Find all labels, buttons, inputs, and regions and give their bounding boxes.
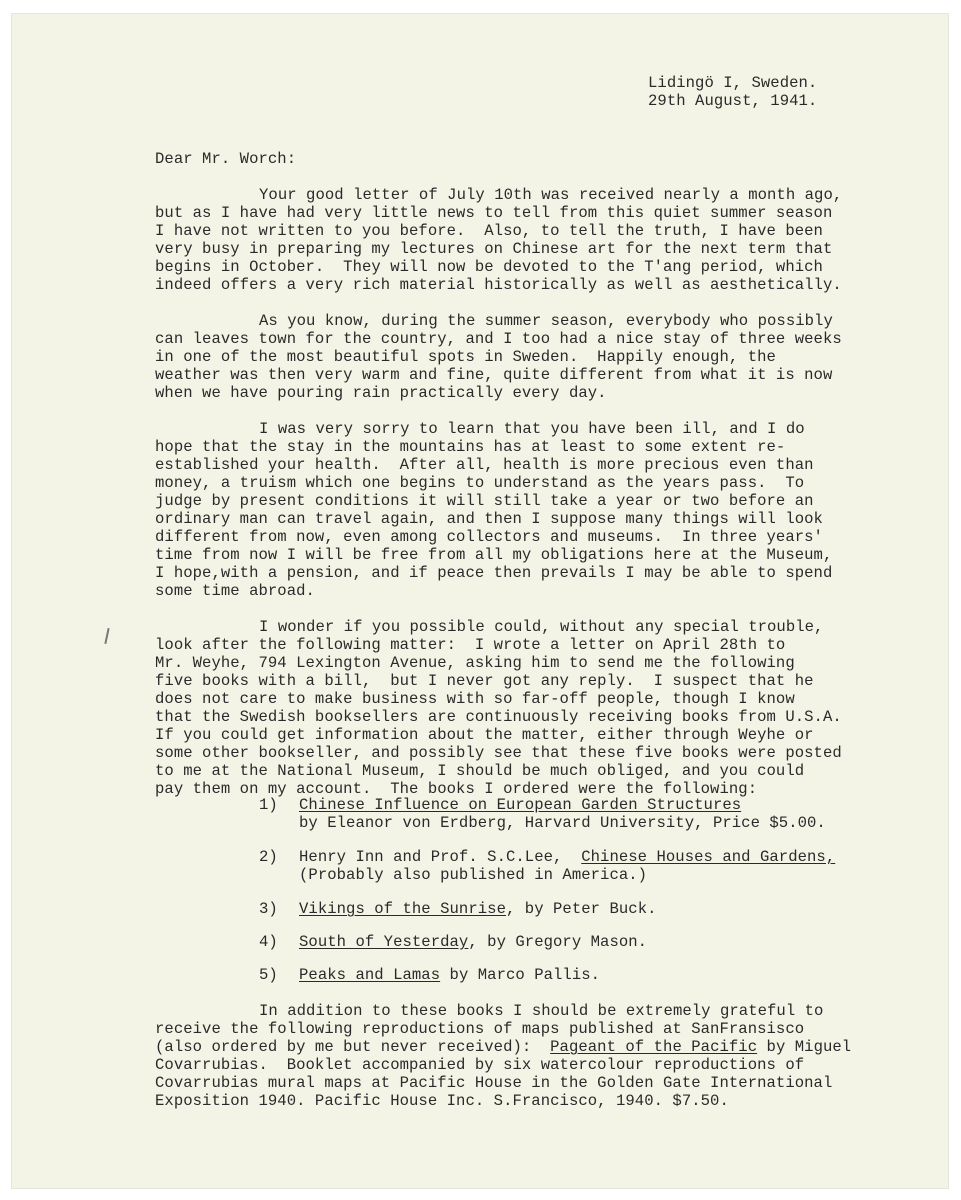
paragraph-line: I have not written to you before. Also, to tell the truth, I have been: [155, 222, 823, 240]
paragraph-line: pay them on my account. The books I ordered were the following:: [155, 780, 758, 798]
paragraph-line: ordinary man can travel again, and then I suppose many things will look: [155, 510, 823, 528]
book-number: 1): [259, 796, 278, 814]
book-detail: (Probably also published in America.): [299, 866, 648, 884]
paragraph-line: weather was then very warm and fine, quite different from what it is now: [155, 366, 833, 384]
book-title: Vikings of the Sunrise: [299, 900, 506, 918]
paragraph-line: judge by present conditions it will still take a year or two before an: [155, 492, 814, 510]
book-title: South of Yesterday: [299, 933, 469, 951]
book-entry: [299, 900, 657, 918]
paragraph-line: I hope,with a pension, and if peace then prevails I may be able to spend: [155, 564, 833, 582]
book-number: 5): [259, 966, 278, 984]
paragraph-line: five books with a bill, but I never got any reply. I suspect that he: [155, 672, 814, 690]
map-title: Pageant of the Pacific: [550, 1038, 758, 1056]
paragraph-line: can leaves town for the country, and I too had a nice stay of three weeks: [155, 330, 842, 348]
paragraph-line: receive the following reproductions of maps published at SanFransisco: [155, 1020, 805, 1038]
book-entry: [299, 933, 647, 951]
paragraph-line: does not care to make business with so far-off people, though I know: [155, 690, 795, 708]
paragraph-line: that the Swedish booksellers are continuously receiving books from U.S.A.: [155, 708, 842, 726]
book-entry: [299, 848, 835, 866]
paragraph-line: money, a truism which one begins to understand as the years pass. To: [155, 474, 805, 492]
letter-place: Lidingö I, Sweden.: [648, 74, 818, 92]
paragraph-fragment: (also ordered by me but never received):: [155, 1038, 551, 1056]
paragraph-line: some time abroad.: [155, 582, 315, 600]
paragraph-line: I wonder if you possible could, without any special trouble,: [259, 618, 824, 636]
paragraph-line: As you know, during the summer season, everybody who possibly: [259, 312, 833, 330]
paragraph-line: when we have pouring rain practically every day.: [155, 384, 607, 402]
paragraph-line: hope that the stay in the mountains has at least to some extent re-: [155, 438, 786, 456]
book-number: 3): [259, 900, 278, 918]
paragraph-line: I was very sorry to learn that you have been ill, and I do: [259, 420, 805, 438]
paragraph-line: but as I have had very little news to tell from this quiet summer season: [155, 204, 833, 222]
book-number: 2): [259, 848, 278, 866]
paragraph-line: time from now I will be free from all my obligations here at the Museum,: [155, 546, 833, 564]
book-author: , by Gregory Mason.: [468, 933, 648, 951]
paragraph-line: If you could get information about the matter, either through Weyhe or: [155, 726, 814, 744]
book-authors: Henry Inn and Prof. S.C.Lee,: [299, 848, 582, 866]
paragraph-line: begins in October. They will now be devoted to the T'ang period, which: [155, 258, 823, 276]
book-title: Chinese Influence on European Garden Structures: [299, 796, 742, 814]
paragraph-line: in one of the most beautiful spots in Sweden. Happily enough, the: [155, 348, 776, 366]
paragraph-line: very busy in preparing my lectures on Chinese art for the next term that: [155, 240, 833, 258]
paragraph-line: Covarrubias mural maps at Pacific House in the Golden Gate International: [155, 1074, 833, 1092]
paragraph-line: to me at the National Museum, I should be much obliged, and you could: [155, 762, 805, 780]
book-detail: by Eleanor von Erdberg, Harvard University, Price $5.00.: [299, 814, 826, 832]
paragraph-line: indeed offers a very rich material historically as well as aesthetically.: [155, 276, 842, 294]
paragraph-line: some other bookseller, and possibly see that these five books were posted: [155, 744, 842, 762]
letter-date: 29th August, 1941.: [648, 92, 818, 110]
salutation: Dear Mr. Worch:: [155, 150, 297, 168]
paragraph-line: established your health. After all, health is more precious even than: [155, 456, 814, 474]
paragraph-line: Exposition 1940. Pacific House Inc. S.Francisco, 1940. $7.50.: [155, 1092, 729, 1110]
paragraph-fragment: by Miguel: [757, 1038, 852, 1056]
book-author: , by Peter Buck.: [505, 900, 657, 918]
book-title: Chinese Houses and Gardens,: [581, 848, 836, 866]
paragraph-line: Mr. Weyhe, 794 Lexington Avenue, asking him to send me the following: [155, 654, 795, 672]
book-entry: [299, 966, 600, 984]
paragraph-line: different from now, even among collectors and museums. In three years': [155, 528, 823, 546]
book-title: Peaks and Lamas: [299, 966, 441, 984]
book-entry: [299, 796, 741, 814]
paragraph-line: Your good letter of July 10th was received nearly a month ago,: [259, 186, 843, 204]
paragraph-line: look after the following matter: I wrote a letter on April 28th to: [155, 636, 786, 654]
book-author: by Marco Pallis.: [440, 966, 601, 984]
paragraph-line: In addition to these books I should be extremely grateful to: [259, 1002, 824, 1020]
paragraph-line: Covarrubias. Booklet accompanied by six watercolour reproductions of: [155, 1056, 805, 1074]
paragraph-line: [155, 1038, 851, 1056]
book-number: 4): [259, 933, 278, 951]
